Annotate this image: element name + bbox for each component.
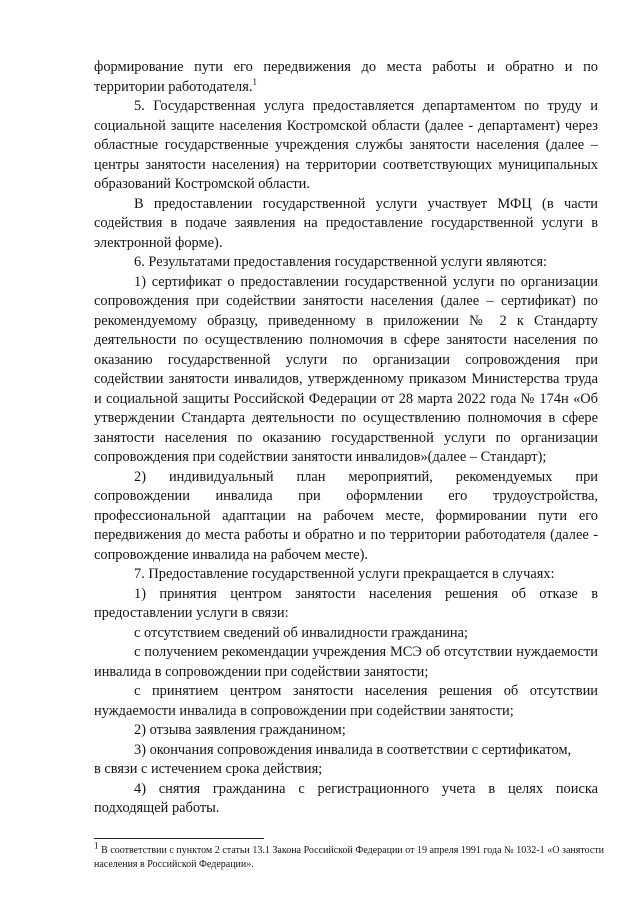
footnote-marker: 1 (94, 840, 99, 851)
footnote-divider (94, 838, 264, 839)
paragraph-reason-1: с отсутствием сведений об инвалидности гражданина; (134, 624, 468, 641)
footnote-text: В соответствии с пунктом 2 статьи 13.1 Закона Российской Федерации от 19 апреля 1991 года № 1032-1 «О занятости населения в Российской Федерации». (94, 845, 604, 870)
paragraph-continuation (94, 58, 598, 97)
paragraph-item-7-3-cont: в связи с истечением срока действия; (94, 761, 323, 777)
paragraph-item-7-4: 4) снятия гражданина с регистрационного учета в целях поиска подходящей работы. (94, 780, 598, 816)
paragraph-item-6-1: 1) сертификат о предоставлении государственной услуги по организации сопровождения при содействии занятости населения (далее – сертификат) по рекомендуемому образцу, приведенному в приложении № 2 к Стандарту деятельности по осуществлению полномочия в сфере занятости населения по оказанию государственной услуги по организации сопровождения при содействии занятости инвалидов, утвержденному приказом Министерства труда и социальной защиты Российской Федерации от 28 марта 2022 года № 174н «Об утверждении Стандарта деятельности по осуществлению полномочия в сфере занятости населения по оказанию государственной услуги по организации сопровождения при содействии занятости инвалидов»(далее – Стандарт); (94, 273, 598, 465)
paragraph-text: формирование пути его передвижения до места работы и обратно и по территории работодателя. (94, 59, 598, 95)
paragraph-item-7-3: 3) окончания сопровождения инвалида в соответствии с сертификатом, (134, 741, 572, 758)
footnote (94, 840, 604, 872)
footnote-reference: 1 (252, 76, 257, 87)
paragraph-mfc: В предоставлении государственной услуги участвует МФЦ (в части содействия в подаче заявления на предоставление государственной услуги в электронной форме). (94, 195, 598, 251)
paragraph-item-6: 6. Результатами предоставления государственной услуги являются: (134, 254, 548, 270)
paragraph-item-6-2: 2) индивидуальный план мероприятий, рекомендуемых при сопровождении инвалида при оформлении его трудоустройства, профессиональной адаптации на рабочем месте, формировании пути его передвижения до места работы и обратно и по территории работодателя (далее - сопровождение инвалида на рабочем месте). (94, 468, 598, 563)
paragraph-item-7-1: 1) принятия центром занятости населения решения об отказе в предоставлении услуги в связи: (94, 585, 598, 621)
paragraph-reason-3: с принятием центром занятости населения решения об отсутствии нуждаемости инвалида в сопровождении при содействии занятости; (94, 683, 598, 719)
paragraph-item-7: 7. Предоставление государственной услуги прекращается в случаях: (134, 566, 555, 582)
paragraph-item-7-2: 2) отзыва заявления гражданином; (134, 722, 346, 738)
paragraph-item-5: 5. Государственная услуга предоставляется департаментом по труду и социальной защите населения Костромской области (далее - департамент) через областные государственные учреждения службы занятости населения (далее – центры занятости населения) на территории соответствующих муниципальных образований Костромской области. (94, 98, 598, 192)
document-body (94, 58, 598, 819)
paragraph-reason-2: с получением рекомендации учреждения МСЭ об отсутствии нуждаемости инвалида в сопровождении при содействии занятости; (94, 644, 598, 680)
